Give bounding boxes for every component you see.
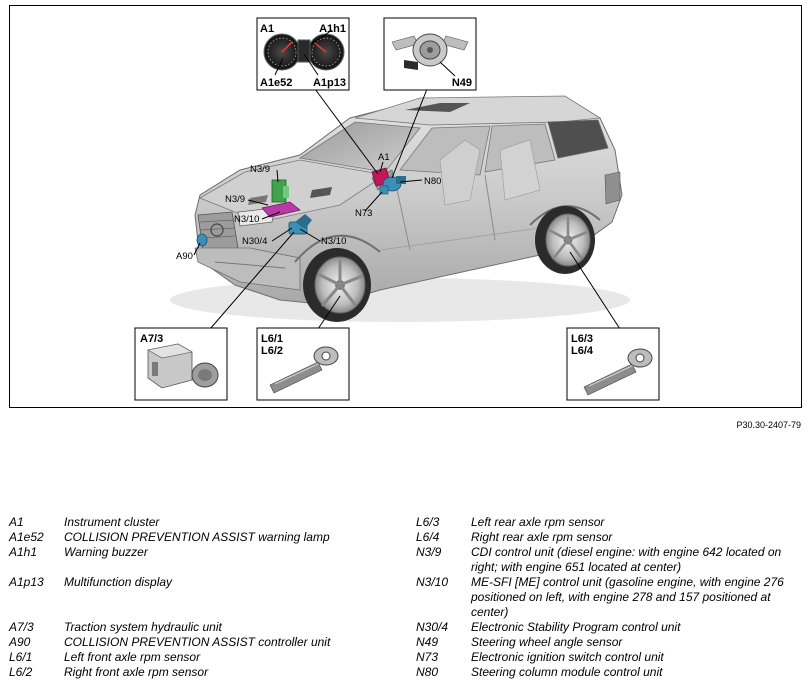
label-n3-9-mid: N3/9 [225, 194, 246, 205]
legend-code: L6/4 [416, 530, 440, 544]
legend-row [9, 545, 404, 560]
callout-a1h1: A1h1 [319, 23, 346, 35]
label-n3-10-mid: N3/10 [234, 214, 260, 225]
legend-desc: COLLISION PREVENTION ASSIST controller unit [64, 635, 331, 649]
callout-rear-rpm-sensors [567, 328, 659, 400]
legend-right [416, 515, 796, 680]
legend-code: A1p13 [9, 575, 44, 589]
legend-desc: Steering wheel angle sensor [471, 635, 623, 649]
car-body [170, 96, 630, 322]
legend-code: L6/3 [416, 515, 440, 529]
legend-row [416, 635, 796, 650]
callout-hydraulic-unit [135, 328, 227, 400]
legend-row [9, 635, 404, 650]
legend-desc: CDI control unit (diesel engine: with engine 642 located on right; with engine 651 located at center) [471, 545, 782, 574]
legend-code: N30/4 [416, 620, 449, 634]
legend-row [416, 530, 796, 545]
legend-row [416, 620, 796, 635]
callout-a1p13: A1p13 [312, 77, 346, 89]
label-n3-10-low: N3/10 [321, 236, 347, 247]
legend-row [416, 545, 796, 575]
legend-desc: ME-SFI [ME] control unit (gasoline engine, with engine 276 positioned on left, with engine 278 and 157 positioned at center) [471, 575, 784, 619]
legend-code: A1h1 [9, 545, 38, 559]
legend-code: A7/3 [9, 620, 34, 634]
legend-row [416, 575, 796, 620]
callout-instrument-cluster [257, 18, 349, 90]
legend-row [9, 665, 404, 680]
legend-row [9, 620, 404, 635]
legend-code: N73 [416, 650, 439, 664]
label-a1-car: A1 [378, 152, 390, 163]
legend-desc: Left front axle rpm sensor [64, 650, 201, 664]
legend-row [416, 650, 796, 665]
callout-n49: N49 [451, 77, 472, 89]
callout-l6-1: L6/1 [261, 333, 284, 345]
legend-code: A1e52 [9, 530, 44, 544]
legend-row [9, 650, 404, 665]
label-n80: N80 [424, 176, 442, 187]
legend-code: N3/10 [416, 575, 449, 589]
legend-desc: Left rear axle rpm sensor [471, 515, 605, 529]
legend-row [9, 575, 404, 590]
label-n73: N73 [355, 208, 373, 219]
label-n3-9-top: N3/9 [250, 164, 271, 175]
callout-front-rpm-sensors [257, 328, 349, 400]
label-n30-4: N30/4 [242, 236, 268, 247]
legend-desc: COLLISION PREVENTION ASSIST warning lamp [64, 530, 330, 544]
callout-a1: A1 [260, 23, 275, 35]
legend-desc: Right rear axle rpm sensor [471, 530, 613, 544]
label-a90: A90 [176, 251, 193, 262]
callout-l6-3: L6/3 [571, 333, 594, 345]
legend-code: A1 [9, 515, 24, 529]
callout-l6-2: L6/2 [261, 345, 284, 357]
legend-desc: Traction system hydraulic unit [64, 620, 222, 634]
legend-row [416, 665, 796, 680]
legend-code: N3/9 [416, 545, 442, 559]
legend-desc: Right front axle rpm sensor [64, 665, 209, 679]
legend-desc: Multifunction display [64, 575, 173, 589]
legend-code: L6/1 [9, 650, 33, 664]
legend-desc: Warning buzzer [64, 545, 148, 559]
legend-code: N49 [416, 635, 439, 649]
component-a90 [197, 234, 207, 246]
legend-desc: Electronic Stability Program control unit [471, 620, 681, 634]
legend-left [9, 515, 404, 680]
legend-desc: Steering column module control unit [471, 665, 663, 679]
legend-code: N80 [416, 665, 439, 679]
legend-row [9, 515, 404, 530]
callout-steering-sensor [384, 18, 476, 90]
legend-desc: Electronic ignition switch control unit [471, 650, 664, 664]
callout-l6-4: L6/4 [571, 345, 594, 357]
legend-code: A90 [9, 635, 31, 649]
legend-code: L6/2 [9, 665, 33, 679]
legend-desc: Instrument cluster [64, 515, 160, 529]
legend-row [9, 530, 404, 545]
legend-row [416, 515, 796, 530]
figure-id: P30.30-2407-79 [736, 420, 801, 430]
callout-a1e52: A1e52 [260, 77, 293, 89]
callout-a7-3: A7/3 [140, 333, 164, 345]
